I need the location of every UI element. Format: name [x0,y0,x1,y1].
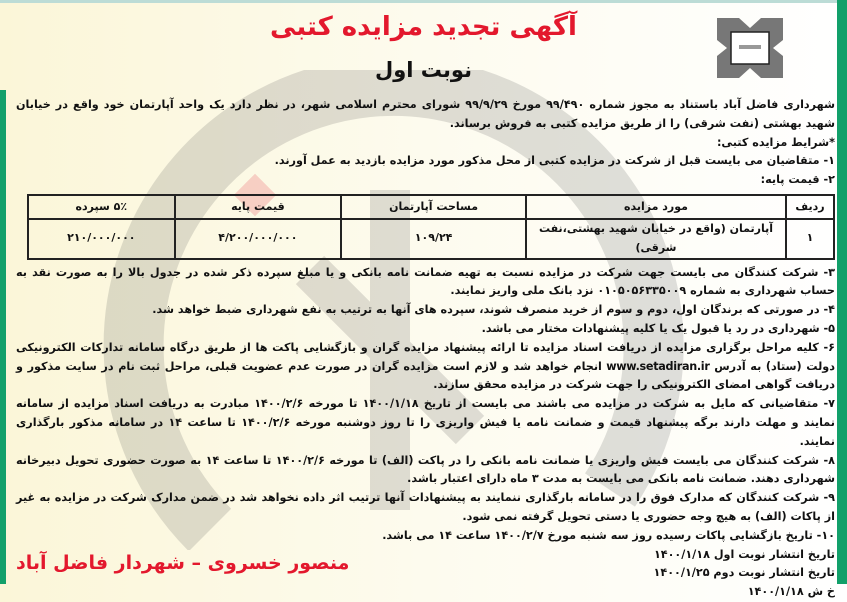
condition-9: ۹- شرکت کنندگان که مدارک فوق را در سامانه بارگذاری ننمایند به پیشنهادات آنها ترتیب اثر داده نخواهد شد در ضمن مدارک شرکت در مزایده به غیر از پاکات (الف) به هیچ وجه حضوری یا دستی تحویل گرفته نمی شود. [16,491,835,523]
condition-3: ۳- شرکت کنندگان می بایست جهت شرکت در مزایده نسبت به تهیه ضمانت نامه بانکی و یا مبلغ سپرده ذکر شده در جدول بالا را به صورت نقد به حساب شهرداری به شماره ۰۱۰۵۰۵۶۳۳۵۰۰۹ نزد بانک ملی واریز نمایند. [16,265,835,298]
cell-area: ۱۰۹/۲۴ [341,219,526,259]
publish-date-second: تاریخ انتشار نوبت دوم ۱۴۰۰/۱/۲۵ [653,566,835,580]
right-green-border [837,0,847,584]
condition-2: ۲- قیمت پایه: [760,173,835,187]
cell-base-price: ۴/۲۰۰/۰۰۰/۰۰۰ [175,219,342,259]
condition-7: ۷- متقاضیانی که مایل به شرکت در مزایده می باشند می بایست از تاریخ ۱۴۰۰/۱/۱۸ تا مورخه ۱۴۰۰/۲/۶ مبادرت به دریافت اسناد مزایده از سامانه نمایند و مهلت دارند برگه پیشنهاد قیمت و ضمانت نامه یا فیش واریزی را تا روز دوشنبه مورخه ۱۴۰۰/۲/۶ تا ساعت ۱۴ در سامانه مذکور بارگذاری نمایند. [16,397,836,448]
auction-table [27,194,835,260]
top-border [0,0,847,3]
cell-deposit: ۲۱۰/۰۰۰/۰۰۰ [28,219,175,259]
intro-paragraph: شهرداری فاضل آباد باستناد به مجوز شماره ۹۹/۴۹۰ مورخ ۹۹/۹/۲۹ شورای محترم اسلامی شهر، در نظر دارد یک واحد آپارتمان خود واقع در خیابان شهید بهشتی (نفت شرقی) را از طریق مزایده کتبی به فروش برساند. [16,98,836,130]
col-row: ردیف [786,195,834,219]
col-base-price: قیمت پایه [175,195,342,219]
condition-4: ۴- در صورتی که برندگان اول، دوم و سوم از خرید منصرف شوند، سپرده های آنها به ترتیب به نفع شهرداری ضبط خواهد شد. [152,303,835,317]
cell-item: آپارتمان (واقع در خیابان شهید بهشتی،نفت شرقی) [526,219,786,259]
col-deposit: ۵٪ سپرده [28,195,175,219]
publish-date-first: تاریخ انتشار نوبت اول ۱۴۰۰/۱/۱۸ [653,547,835,561]
left-green-border [0,90,6,584]
col-area: مساحت آپارتمان [341,195,526,219]
conditions-heading: *شرایط مزایده کتبی: [716,135,835,149]
notice-body [16,96,835,602]
condition-8: ۸- شرکت کنندگان می بایست فیش واریزی یا ضمانت نامه بانکی را در پاکت (الف) تا مورخه ۱۴۰۰/۲/۶ تا ساعت ۱۴ به صورت حضوری تحویل دبیرخانه شهرداری دهند. ضمانت نامه بانکی می بایست به مدت ۳ ماه دارای اعتبار باشد. [16,453,835,486]
signature: منصور خسروی – شهردار فاضل آباد [16,552,350,574]
notice-title: آگهی تجدید مزایده کتبی [270,12,577,42]
notice-round: نوبت اول [375,58,472,82]
condition-6: ۶- کلیه مراحل برگزاری مزایده از دریافت اسناد مزایده تا ارائه پیشنهاد مزایده گران و بازگشایی پاکت ها از طریق درگاه سامانه تدارکات الکترونیکی دولت (ستاد) به آدرس www.setadiran.ir انجام خواهد شد و لازم است مزایده گران در صورت عدم عضویت قبلی، مراحل ثبت نام در سایت مذکور و دریافت گواهی امضای الکترونیکی را جهت شرکت در مزایده محقق سازند. [16,340,835,392]
cell-row: ۱ [786,219,834,259]
table-row [28,219,834,259]
condition-5: ۵- شهرداری در رد یا قبول یک یا کلیه پیشنهادات مختار می باشد. [481,321,835,335]
notice-code: خ ش ۱۴۰۰/۱/۱۸ [747,585,835,599]
col-item: مورد مزایده [526,195,786,219]
condition-1: ۱- متقاضیان می بایست قبل از شرکت در مزایده کتبی از محل مذکور مورد مزایده بازدید به عمل آورند. [274,154,835,168]
table-header-row [28,195,834,219]
condition-10: ۱۰- تاریخ بازگشایی پاکات رسیده روز سه شنبه مورخ ۱۴۰۰/۲/۷ ساعت ۱۴ می باشد. [382,528,835,542]
